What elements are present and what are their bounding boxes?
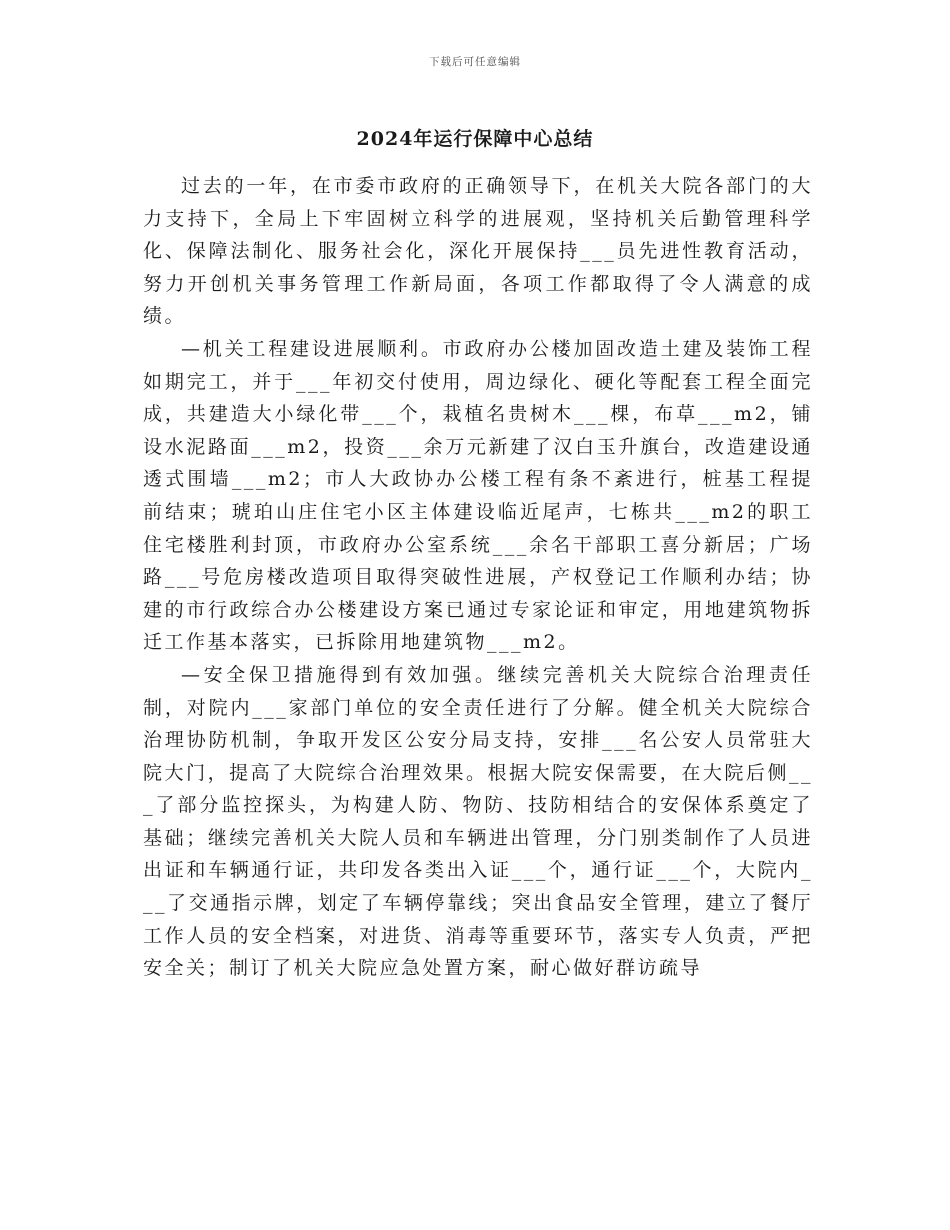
paragraph-intro: 过去的一年，在市委市政府的正确领导下，在机关大院各部门的大力支持下，全局上下牢固树立科学的进展观，坚持机关后勤管理科学化、保障法制化、服务社会化，深化开展保持___员先进性教育活动，努力开创机关事务管理工作新局面，各项工作都取得了令人满意的成绩。 <box>143 175 813 328</box>
document-title: 2024年运行保障中心总结 <box>356 128 594 150</box>
document-body <box>143 170 813 985</box>
paragraph-construction: —机关工程建设进展顺利。市政府办公楼加固改造土建及装饰工程如期完工，并于___年初交付使用，周边绿化、硬化等配套工程全面完成，共建造大小绿化带___个，栽植名贵树木___棵，布草___m2，铺设水泥路面___m2，投资___余万元新建了汉白玉升旗台，改造建设通透式围墙___m2；市人大政协办公楼工程有条不紊进行，桩基工程提前结束；琥珀山庄住宅小区主体建设临近尾声，七栋共___m2的职工住宅楼胜利封顶，市政府办公室系统___余名干部职工喜分新居；广场路___号危房楼改造项目取得突破性进展，产权登记工作顺利办结；协建的市行政综合办公楼建设方案已通过专家论证和审定，用地建筑物拆迁工作基本落实，已拆除用地建筑物___m2。 <box>143 337 813 654</box>
header-note: 下载后可任意编辑 <box>429 56 521 68</box>
paragraph-security: —安全保卫措施得到有效加强。继续完善机关大院综合治理责任制，对院内___家部门单位的安全责任进行了分解。健全机关大院综合治理协防机制，争取开发区公安分局支持，安排___名公安人员常驻大院大门，提高了大院综合治理效果。根据大院安保需要，在大院后侧___了部分监控探头，为构建人防、物防、技防相结合的安保体系奠定了基础；继续完善机关大院人员和车辆进出管理，分门别类制作了人员进出证和车辆通行证，共印发各类出入证___个，通行证___个，大院内___了交通指示牌，划定了车辆停靠线；突出食品安全管理，建立了餐厅工作人员的安全档案，对进货、消毒等重要环节，落实专人负责，严把安全关；制订了机关大院应急处置方案，耐心做好群访疏导 <box>143 663 813 980</box>
